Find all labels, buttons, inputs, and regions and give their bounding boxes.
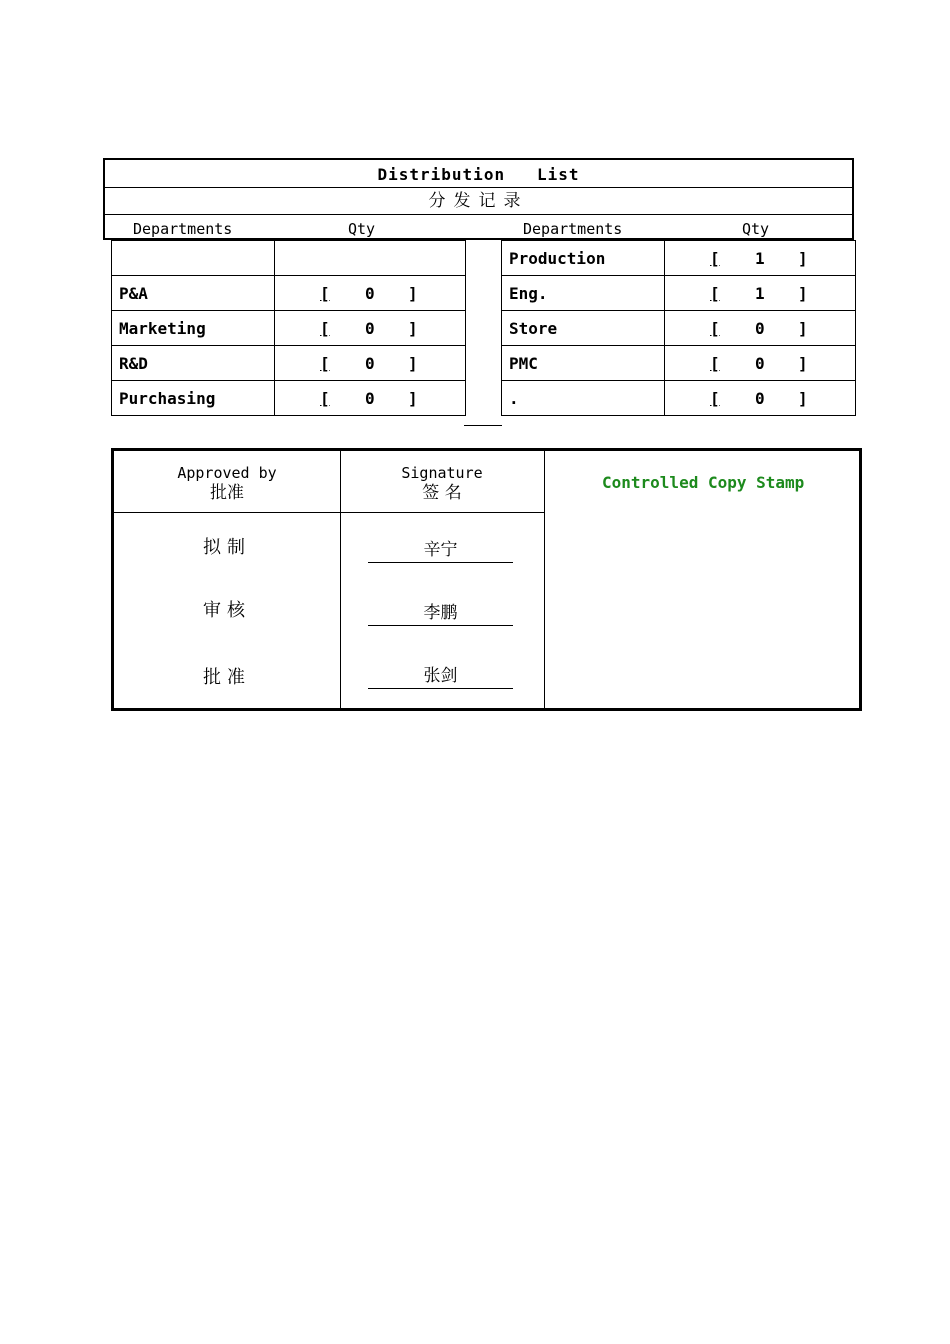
qty-value: 0 (365, 284, 375, 303)
department-qty (665, 241, 856, 276)
qty-bracket-open: [ (320, 284, 330, 303)
table-row (502, 346, 856, 381)
distribution-list-header (103, 158, 854, 240)
department-qty (665, 381, 856, 416)
department-qty (275, 381, 466, 416)
department-qty (275, 346, 466, 381)
department-qty (665, 346, 856, 381)
qty-bracket-close: ] (798, 354, 808, 373)
qty-bracket-open: [ (320, 354, 330, 373)
table-row (112, 346, 466, 381)
approved-by-label-cn: 批准 (210, 483, 244, 503)
signature-approved: 张剑 (368, 661, 513, 689)
signature-label: Signature (401, 464, 483, 482)
qty-value: 0 (365, 319, 375, 338)
left-rows (112, 241, 466, 416)
qty-bracket-close: ] (798, 319, 808, 338)
department-qty (275, 311, 466, 346)
approved-by-header (114, 463, 340, 503)
department-name: . (502, 381, 665, 416)
qty-bracket-open: [ (710, 249, 720, 268)
qty-bracket-close: ] (798, 249, 808, 268)
qty-bracket-close: ] (408, 389, 418, 408)
qty-value: 0 (755, 389, 765, 408)
qty-bracket-close: ] (408, 284, 418, 303)
qty-bracket-close: ] (798, 389, 808, 408)
department-name: Production (502, 241, 665, 276)
department-qty (665, 311, 856, 346)
qty-bracket-open: [ (320, 389, 330, 408)
department-name: Store (502, 311, 665, 346)
qty-value: 0 (365, 389, 375, 408)
table-gap-divider (464, 240, 502, 426)
role-approved: 批准 (203, 667, 251, 688)
controlled-copy-stamp-label: Controlled Copy Stamp (602, 473, 805, 492)
table-row (112, 381, 466, 416)
table-row (502, 311, 856, 346)
departments-header-right: Departments (523, 220, 623, 238)
qty-bracket-open: [ (710, 389, 720, 408)
signature-label-cn: 签 名 (422, 483, 462, 503)
right-department-table (501, 240, 856, 416)
table-row (502, 381, 856, 416)
role-reviewed: 审核 (203, 600, 251, 621)
qty-bracket-open: [ (710, 319, 720, 338)
qty-bracket-close: ] (408, 354, 418, 373)
role-drafted: 拟制 (203, 537, 251, 558)
approved-by-label: Approved by (177, 464, 277, 482)
qty-value: 1 (755, 249, 765, 268)
approval-box (111, 448, 862, 711)
department-qty (665, 276, 856, 311)
department-name: R&D (112, 346, 275, 381)
department-name (112, 241, 275, 276)
qty-bracket-open: [ (710, 284, 720, 303)
signature-reviewed: 李鹏 (368, 598, 513, 626)
distribution-title-cn: 分发记录 (105, 187, 852, 215)
department-name: P&A (112, 276, 275, 311)
qty-bracket-open: [ (710, 354, 720, 373)
table-row (502, 241, 856, 276)
approval-header-divider (114, 512, 544, 513)
table-row (112, 311, 466, 346)
qty-bracket-close: ] (798, 284, 808, 303)
department-name: Marketing (112, 311, 275, 346)
qty-bracket-close: ] (408, 319, 418, 338)
table-row (112, 241, 466, 276)
qty-header-left: Qty (348, 220, 376, 238)
table-row (112, 276, 466, 311)
qty-value: 1 (755, 284, 765, 303)
column-headers (105, 214, 852, 238)
departments-header-left: Departments (133, 220, 233, 238)
qty-value: 0 (755, 319, 765, 338)
left-department-table (111, 240, 466, 416)
signature-divider (544, 451, 545, 708)
qty-value: 0 (755, 354, 765, 373)
distribution-title: Distribution List (105, 160, 852, 188)
table-row (502, 276, 856, 311)
signature-drafted: 辛宁 (368, 535, 513, 563)
right-rows (502, 241, 856, 416)
department-qty (275, 276, 466, 311)
department-qty (275, 241, 466, 276)
qty-header-right: Qty (742, 220, 770, 238)
department-name: Eng. (502, 276, 665, 311)
department-name: PMC (502, 346, 665, 381)
qty-value: 0 (365, 354, 375, 373)
signature-header (340, 463, 544, 503)
department-name: Purchasing (112, 381, 275, 416)
qty-bracket-open: [ (320, 319, 330, 338)
